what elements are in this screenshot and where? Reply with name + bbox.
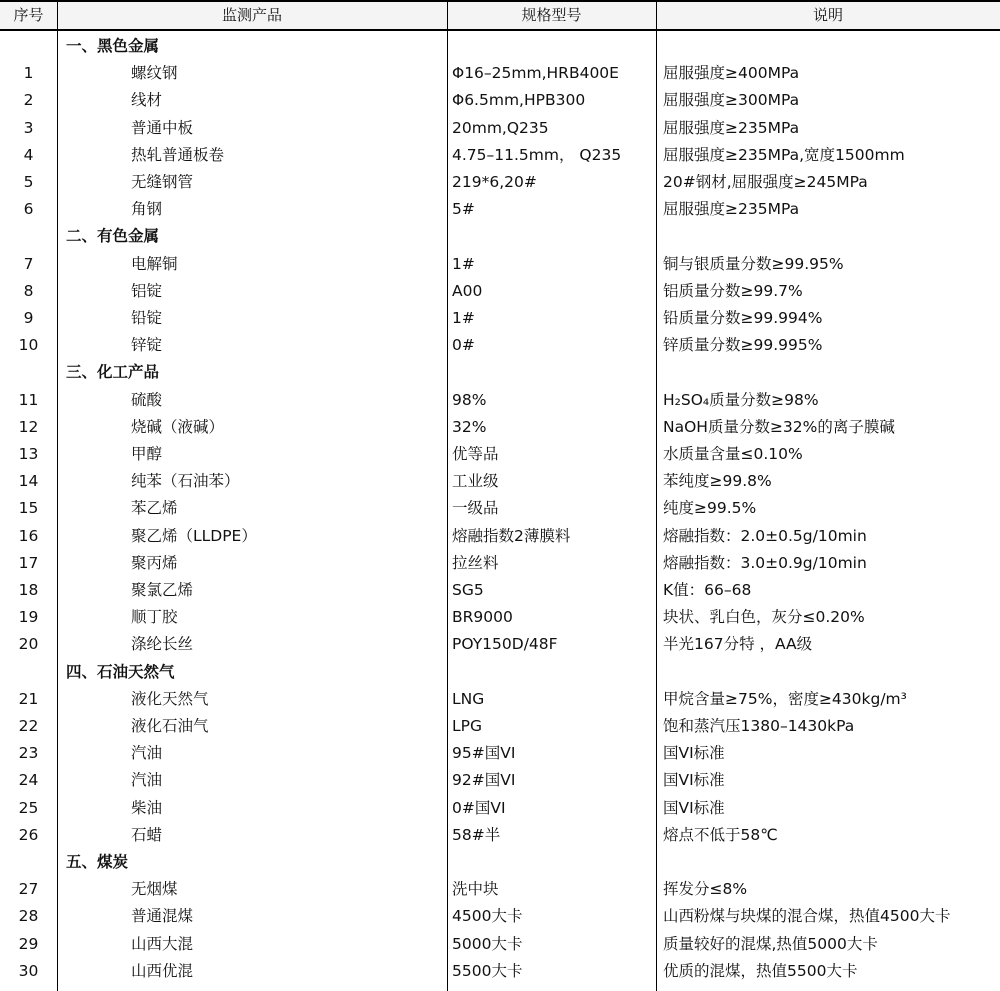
row-product: 无缝钢管: [131, 173, 194, 191]
row-product: 液化石油气: [131, 717, 209, 735]
row-description: 优质的混煤，热值5500大卡: [663, 961, 858, 980]
row-product: 普通中板: [131, 118, 194, 137]
row-description: 国VI标准: [663, 798, 725, 817]
row-spec: 95#国VI: [452, 744, 516, 763]
row-index: 5: [23, 173, 34, 191]
row-index: 27: [18, 880, 39, 899]
row-index: 20: [18, 635, 39, 654]
header-spec: 规格型号: [521, 6, 582, 24]
row-index: 19: [18, 608, 39, 627]
row-description: NaOH质量分数≥32%的离子膜碱: [663, 417, 895, 436]
table-row: [0, 196, 1000, 223]
table-row: [0, 278, 1000, 305]
table-row: [0, 577, 1000, 604]
row-index: 30: [18, 961, 39, 980]
table-row: [0, 495, 1000, 522]
row-description: 国VI标准: [663, 771, 725, 790]
row-index: 14: [18, 472, 39, 491]
column-divider: [57, 0, 58, 991]
row-spec: 98%: [452, 390, 487, 409]
row-description: 屈服强度≥300MPa: [663, 91, 800, 110]
table-row: [0, 876, 1000, 903]
row-description: 水质量含量≤0.10%: [663, 445, 803, 463]
row-description: 熔融指数：2.0±0.5g/10min: [663, 526, 867, 545]
row-index: 11: [18, 390, 39, 409]
row-product: 山西优混: [131, 961, 194, 980]
row-index: 23: [18, 744, 39, 763]
row-spec: A00: [452, 281, 483, 300]
table-row: [0, 115, 1000, 142]
category-label: 四、石油天然气: [66, 662, 175, 681]
table-row: [0, 332, 1000, 359]
row-spec: 0#: [452, 336, 475, 355]
row-spec: 优等品: [452, 445, 499, 463]
row-spec: POY150D/48F: [452, 635, 558, 654]
table-row: [0, 604, 1000, 631]
row-product: 线材: [131, 91, 163, 110]
table-row: [0, 251, 1000, 278]
table-row: [0, 686, 1000, 713]
row-spec: 5000大卡: [452, 934, 523, 953]
row-index: 18: [18, 581, 39, 599]
row-product: 纯苯（石油苯）: [131, 472, 240, 491]
row-product: 铅锭: [131, 309, 163, 327]
category-label: 一、黑色金属: [66, 37, 160, 55]
row-spec: BR9000: [452, 608, 513, 627]
row-product: 无烟煤: [131, 880, 178, 899]
row-product: 汽油: [131, 771, 163, 790]
header-product: 监测产品: [221, 6, 282, 24]
row-description: 铅质量分数≥99.994%: [663, 309, 823, 327]
category-label: 二、有色金属: [66, 227, 160, 246]
row-index: 13: [18, 445, 39, 463]
row-description: 半光167分特 ，AA级: [663, 635, 813, 654]
table-row: [0, 468, 1000, 495]
category-row: [0, 659, 1000, 686]
table-row: [0, 740, 1000, 767]
category-row: [0, 33, 1000, 60]
row-product: 锌锭: [131, 336, 163, 355]
category-row: [0, 223, 1000, 250]
row-product: 汽油: [131, 744, 163, 763]
row-product: 聚丙烯: [131, 553, 178, 572]
row-index: 28: [18, 907, 39, 926]
row-description: 铝质量分数≥99.7%: [663, 281, 803, 300]
table-row: [0, 142, 1000, 169]
row-spec: 5500大卡: [452, 961, 523, 980]
row-product: 螺纹钢: [131, 64, 178, 83]
row-description: 国VI标准: [663, 744, 725, 763]
row-product: 山西大混: [131, 934, 194, 953]
table-row: [0, 387, 1000, 414]
row-spec: 工业级: [452, 472, 499, 491]
table-row: [0, 903, 1000, 930]
row-index: 8: [23, 281, 34, 300]
row-description: 挥发分≤8%: [663, 880, 748, 899]
row-spec: 洗中块: [452, 880, 499, 899]
table-row: [0, 631, 1000, 658]
table-row: [0, 958, 1000, 985]
row-product: 液化天然气: [131, 689, 209, 708]
table-row: [0, 523, 1000, 550]
row-product: 电解铜: [131, 254, 178, 273]
row-spec: 58#半: [452, 825, 501, 844]
row-spec: 4.75–11.5mm， Q235: [452, 145, 622, 164]
row-product: 顺丁胶: [131, 608, 178, 627]
row-description: 屈服强度≥235MPa: [663, 200, 800, 219]
row-product: 涤纶长丝: [131, 635, 194, 654]
row-spec: Φ6.5mm,HPB300: [452, 91, 586, 110]
table-row: [0, 169, 1000, 196]
column-divider: [447, 0, 448, 991]
table-row: [0, 767, 1000, 794]
row-spec: 32%: [452, 417, 487, 436]
row-description: 锌质量分数≥99.995%: [663, 336, 823, 355]
header-description: 说明: [812, 6, 843, 24]
column-divider: [656, 0, 657, 991]
row-spec: 5#: [452, 200, 475, 219]
row-spec: Φ16–25mm,HRB400E: [452, 64, 619, 83]
table-row: [0, 795, 1000, 822]
row-index: 3: [23, 118, 34, 137]
row-index: 17: [18, 553, 39, 572]
row-description: 屈服强度≥400MPa: [663, 64, 800, 83]
table-row: [0, 441, 1000, 468]
row-product: 热轧普通板卷: [131, 145, 225, 164]
category-row: [0, 849, 1000, 876]
row-description: 质量较好的混煤,热值5000大卡: [663, 934, 878, 953]
row-product: 聚氯乙烯: [131, 581, 194, 599]
row-index: 22: [18, 717, 39, 735]
row-index: 1: [23, 64, 34, 83]
row-description: 块状、乳白色，灰分≤0.20%: [663, 608, 865, 627]
row-spec: LNG: [452, 689, 485, 708]
row-spec: LPG: [452, 717, 482, 735]
row-description: 甲烷含量≥75%，密度≥430kg/m³: [663, 689, 907, 708]
row-description: K值：66–68: [663, 581, 752, 599]
row-index: 6: [23, 200, 34, 219]
row-index: 12: [18, 417, 39, 436]
row-description: 纯度≥99.5%: [663, 499, 757, 518]
row-index: 21: [18, 689, 39, 708]
row-index: 24: [18, 771, 39, 790]
row-product: 烧碱（液碱）: [131, 417, 225, 436]
row-product: 石蜡: [131, 825, 163, 844]
row-spec: 4500大卡: [452, 907, 523, 926]
row-index: 25: [18, 798, 39, 817]
row-product: 甲醇: [131, 445, 163, 463]
row-spec: 拉丝料: [452, 553, 499, 572]
table-row: [0, 305, 1000, 332]
row-description: 屈服强度≥235MPa: [663, 118, 800, 137]
row-spec: 1#: [452, 309, 475, 327]
row-index: 7: [23, 254, 34, 273]
row-index: 4: [23, 145, 34, 164]
table-row: [0, 931, 1000, 958]
row-product: 普通混煤: [131, 907, 194, 926]
category-label: 三、化工产品: [66, 363, 160, 382]
row-description: 苯纯度≥99.8%: [663, 472, 772, 491]
row-description: 熔融指数：3.0±0.9g/10min: [663, 553, 867, 572]
row-spec: 1#: [452, 254, 475, 273]
row-index: 9: [23, 309, 34, 327]
table-row: [0, 414, 1000, 441]
row-spec: 熔融指数2薄膜料: [452, 526, 571, 545]
row-index: 2: [23, 91, 34, 110]
row-spec: 92#国VI: [452, 771, 516, 790]
category-row: [0, 359, 1000, 386]
table-row: [0, 713, 1000, 740]
row-spec: 219*6,20#: [452, 173, 537, 191]
header-index: 序号: [13, 6, 44, 24]
row-description: 熔点不低于58℃: [663, 825, 778, 844]
row-spec: 0#国VI: [452, 798, 506, 817]
row-description: 铜与银质量分数≥99.95%: [663, 254, 844, 273]
row-description: 20#钢材,屈服强度≥245MPa: [663, 173, 868, 191]
row-product: 苯乙烯: [131, 499, 178, 518]
row-description: 饱和蒸汽压1380–1430kPa: [663, 717, 855, 735]
table-row: [0, 87, 1000, 114]
row-description: H₂SO₄质量分数≥98%: [663, 390, 819, 409]
row-description: 山西粉煤与块煤的混合煤，热值4500大卡: [663, 907, 951, 926]
row-spec: 一级品: [452, 499, 499, 518]
category-label: 五、煤炭: [66, 853, 129, 871]
row-index: 29: [18, 934, 39, 953]
row-spec: 20mm,Q235: [452, 118, 549, 137]
table-row: [0, 550, 1000, 577]
row-product: 硫酸: [131, 390, 163, 409]
row-index: 15: [18, 499, 39, 518]
table-row: [0, 822, 1000, 849]
row-product: 铝锭: [131, 281, 163, 300]
row-index: 10: [18, 336, 39, 355]
row-product: 角钢: [131, 200, 163, 219]
table-header: [0, 0, 1000, 31]
row-index: 26: [18, 825, 39, 844]
row-product: 聚乙烯（LLDPE）: [131, 526, 257, 545]
row-spec: SG5: [452, 581, 484, 599]
row-index: 16: [18, 526, 39, 545]
table-row: [0, 60, 1000, 87]
row-product: 柴油: [131, 798, 163, 817]
row-description: 屈服强度≥235MPa,宽度1500mm: [663, 145, 905, 164]
